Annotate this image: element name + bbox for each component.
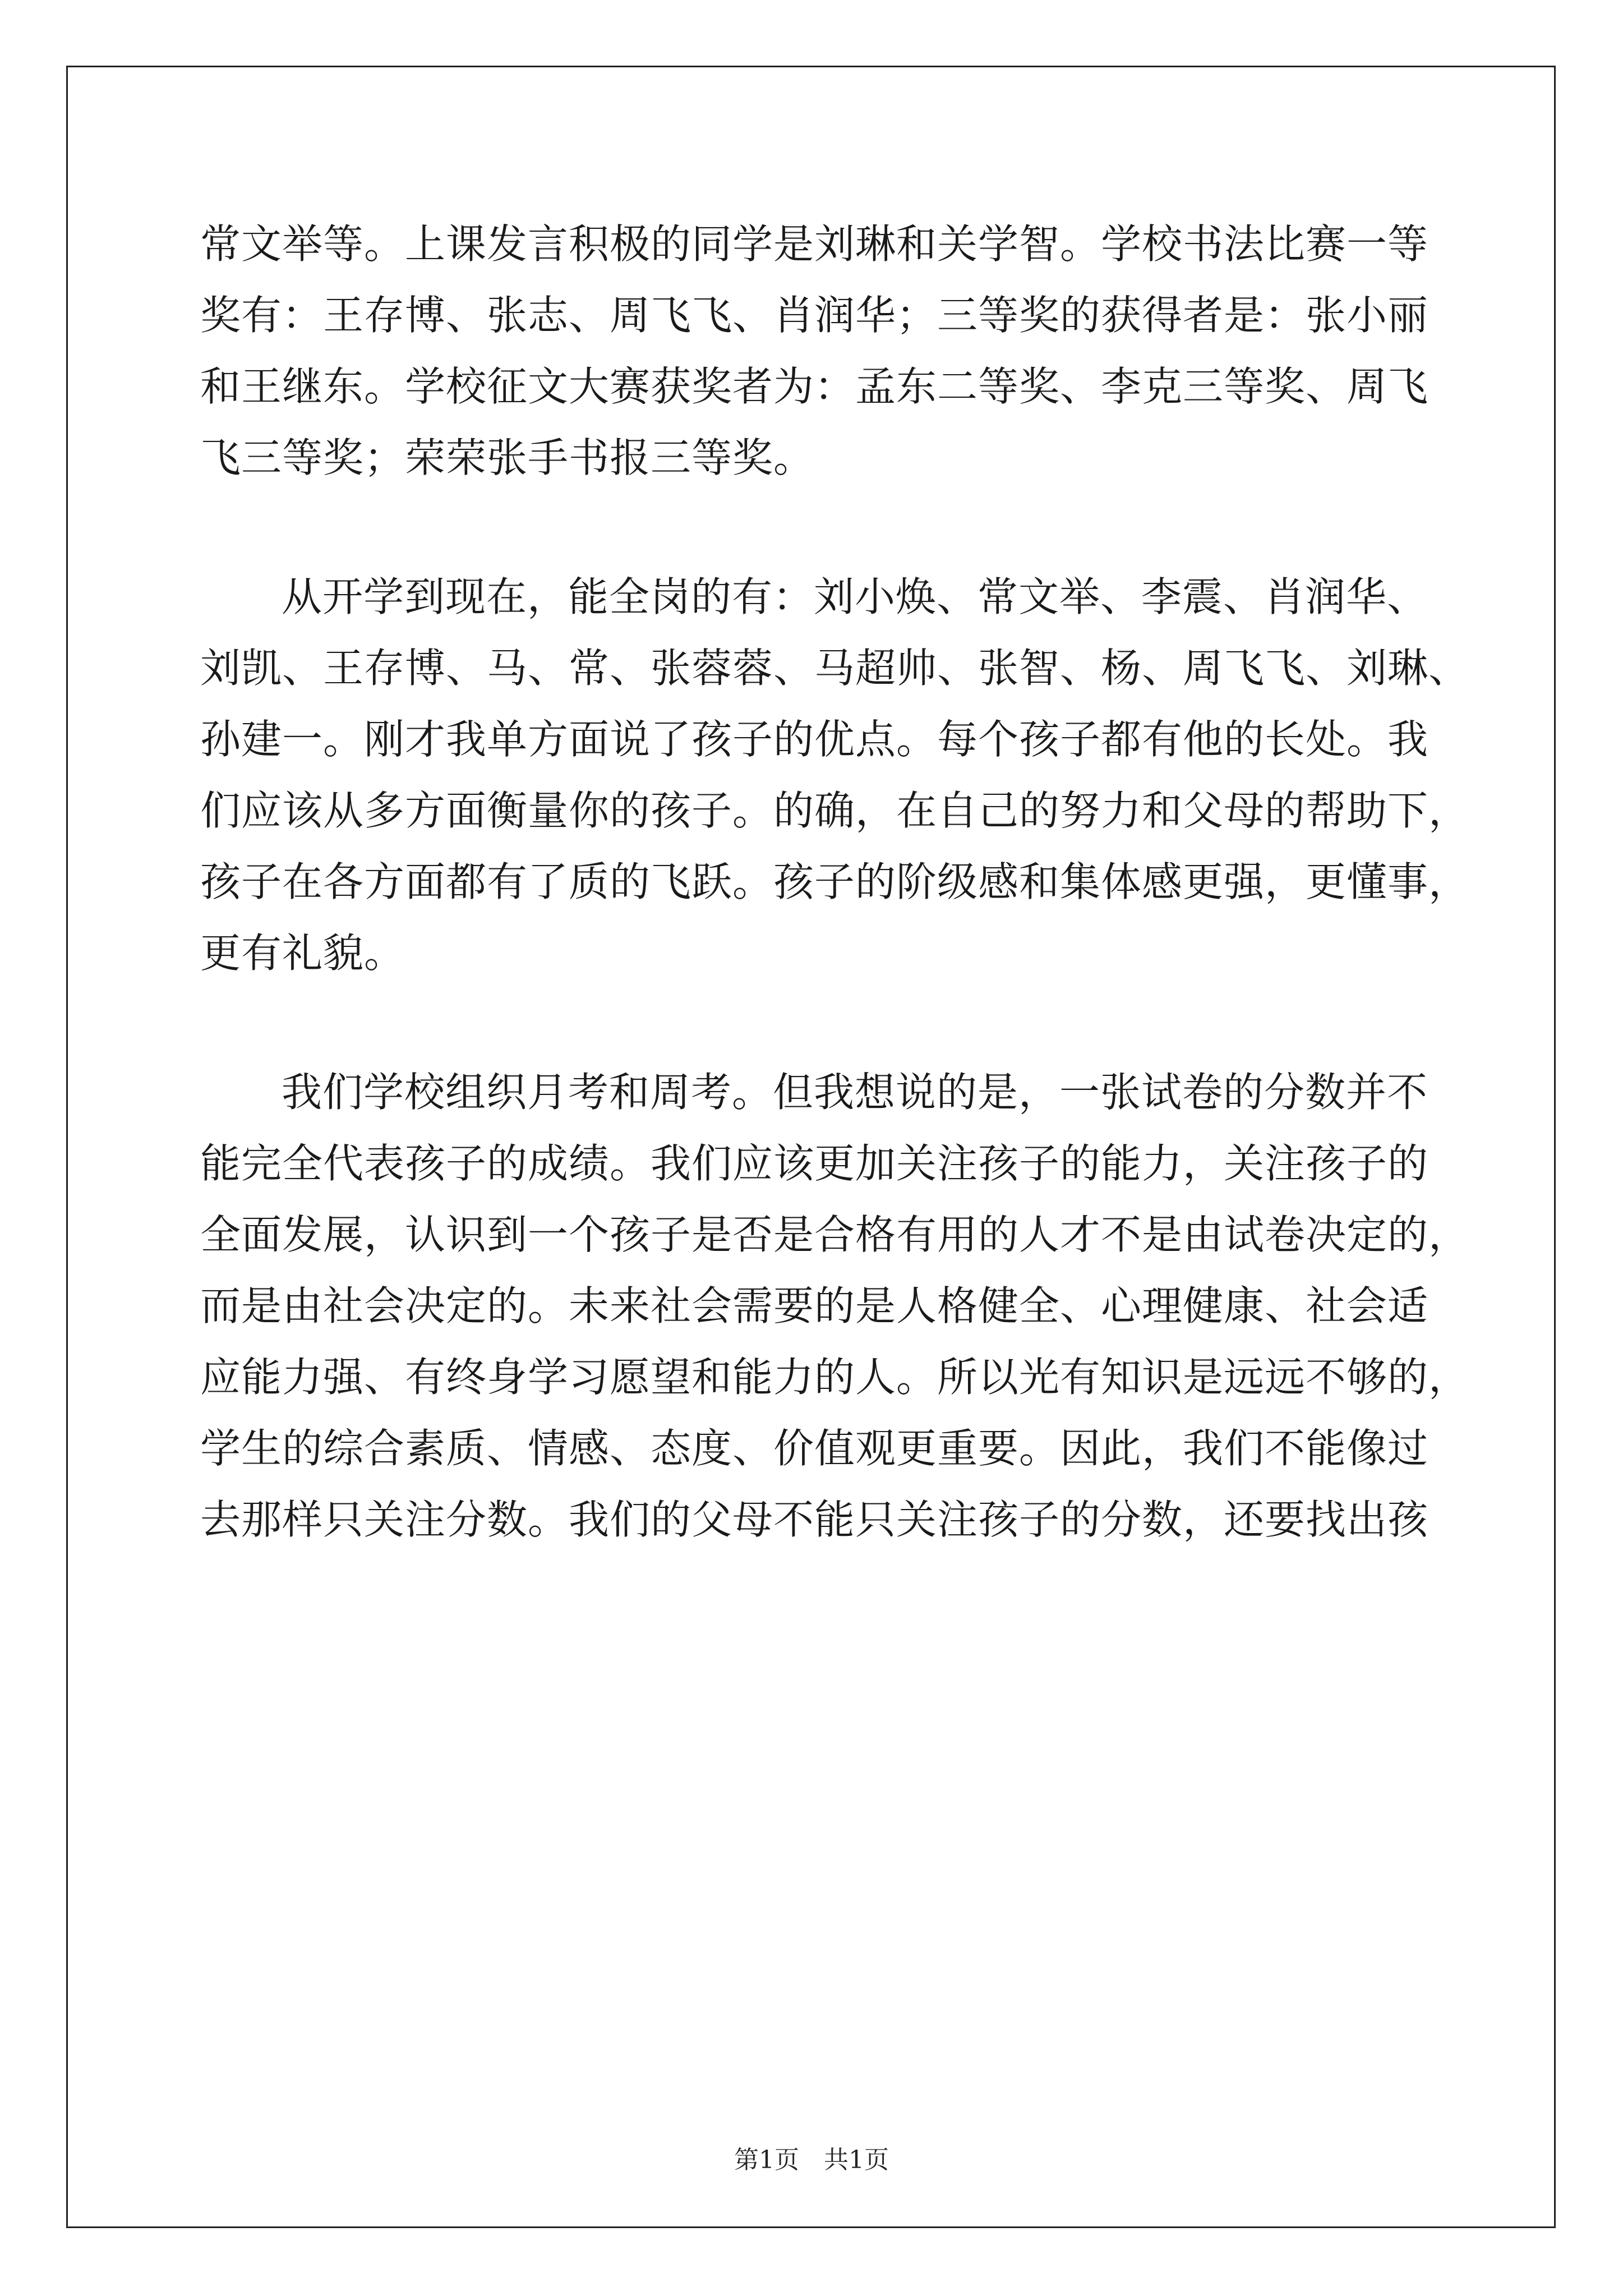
document-body xyxy=(200,209,1470,1556)
text-line: 刘凯、王存博、马、常、张蓉蓉、马超帅、张智、杨、周飞飞、刘琳、 xyxy=(200,645,1470,692)
paragraph-1 xyxy=(200,209,1434,494)
text-line: 孙建一。刚才我单方面说了孩子的优点。每个孩子都有他的长处。我 xyxy=(200,716,1429,763)
text-line: 从开学到现在，能全岗的有：刘小焕、常文举、李震、肖润华、 xyxy=(282,573,1428,620)
page-number-footer: 第1页 共1页 xyxy=(734,2146,889,2174)
text-line: 们应该从多方面衡量你的孩子。的确，在自己的努力和父母的帮助下， xyxy=(200,787,1470,834)
paragraph-2 xyxy=(200,562,1470,989)
text-line: 和王继东。学校征文大赛获奖者为：孟东二等奖、李克三等奖、周飞 xyxy=(200,363,1429,410)
text-line: 更有礼貌。 xyxy=(200,930,405,977)
paragraph-spacer xyxy=(200,494,1434,562)
text-line: 而是由社会决定的。未来社会需要的是人格健全、心理健康、社会适 xyxy=(200,1282,1429,1329)
paragraph-spacer xyxy=(200,989,1434,1057)
text-line: 全面发展，认识到一个孩子是否是合格有用的人才不是由试卷决定的， xyxy=(200,1211,1470,1258)
text-line: 孩子在各方面都有了质的飞跃。孩子的阶级感和集体感更强，更懂事， xyxy=(200,858,1470,905)
text-line: 能完全代表孩子的成绩。我们应该更加关注孩子的能力，关注孩子的 xyxy=(200,1140,1429,1187)
text-line: 常文举等。上课发言积极的同学是刘琳和关学智。学校书法比赛一等 xyxy=(200,220,1429,268)
paragraph-3 xyxy=(200,1057,1470,1556)
text-line: 学生的综合素质、情感、态度、价值观更重要。因此，我们不能像过 xyxy=(200,1425,1429,1472)
text-line: 应能力强、有终身学习愿望和能力的人。所以光有知识是远远不够的， xyxy=(200,1354,1470,1401)
text-line: 我们学校组织月考和周考。但我想说的是，一张试卷的分数并不 xyxy=(282,1069,1428,1116)
text-line: 飞三等奖；荣荣张手书报三等奖。 xyxy=(200,434,815,481)
text-line: 奖有：王存博、张志、周飞飞、肖润华；三等奖的获得者是：张小丽 xyxy=(200,292,1429,339)
text-line: 去那样只关注分数。我们的父母不能只关注孩子的分数，还要找出孩 xyxy=(200,1496,1429,1543)
